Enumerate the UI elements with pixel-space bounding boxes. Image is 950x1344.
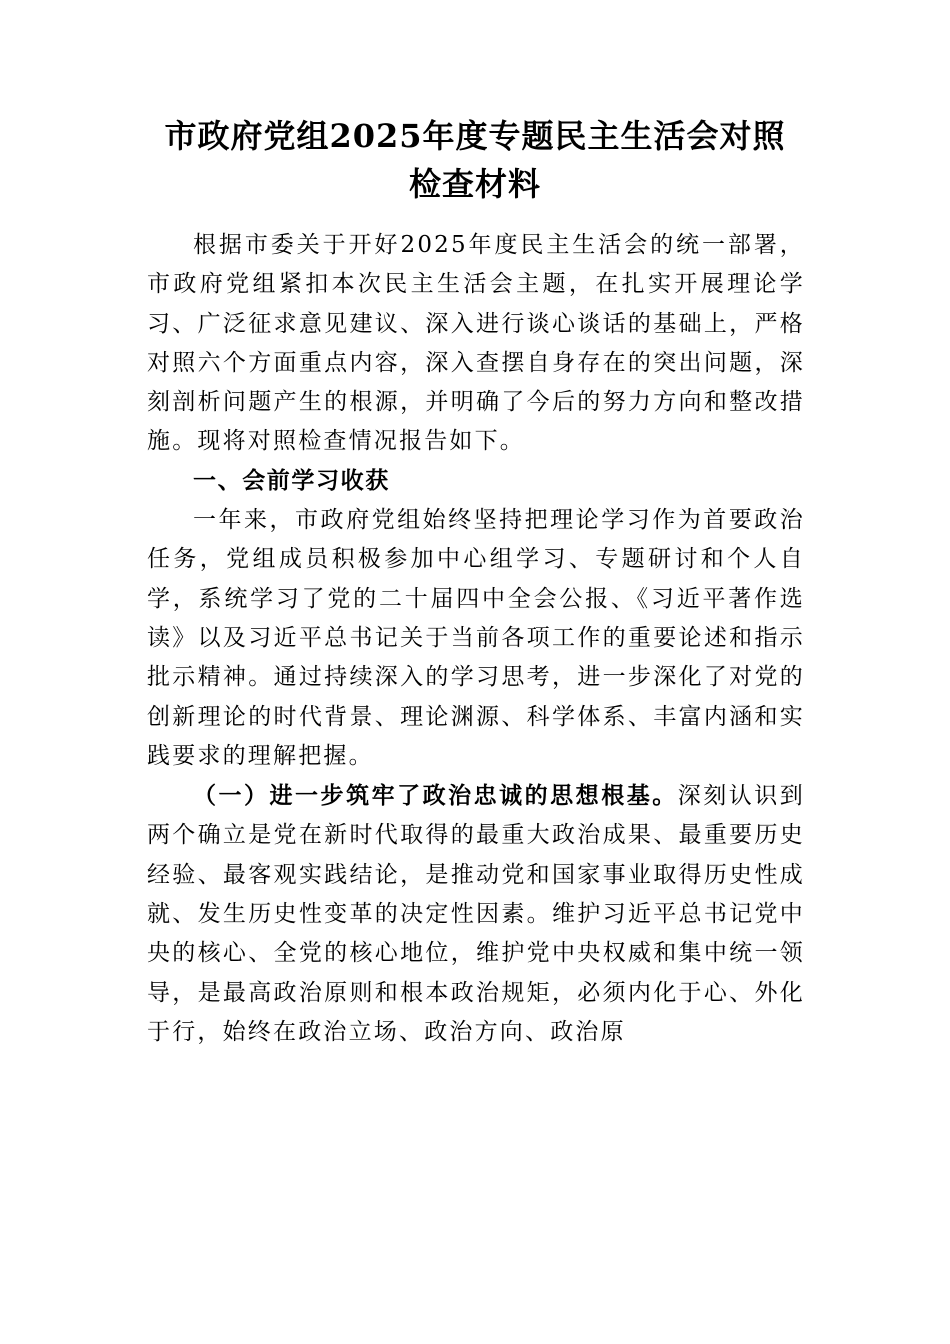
section-1-paragraph: 一年来，市政府党组始终坚持把理论学习作为首要政治任务，党组成员积极参加中心组学习、专题研讨和个人自学，系统学习了党的二十届四中全会公报、《习近平著作选读》以及习近平总书记关于当前各项工作的重要论述和指示批示精神。通过持续深入的学习思考，进一步深化了对党的创新理论的时代背景、理论渊源、科学体系、丰富内涵和实践要求的理解把握。 xyxy=(147,507,805,769)
subsection-1-text: 深刻认识到两个确立是党在新时代取得的最重大政治成果、最重要历史经验、最客观实践结论，是推动党和国家事业取得历史性成就、发生历史性变革的决定性因素。维护习近平总书记党中央的核心、全党的核心地位，维护党中央权威和集中统一领导，是最高政治原则和根本政治规矩，必须内化于心、外化于行，始终在政治立场、政治方向、政治原 xyxy=(147,783,805,1045)
section-heading-1: 一、会前学习收获 xyxy=(193,467,390,494)
document-title-line-2: 检查材料 xyxy=(408,165,541,203)
document-body xyxy=(147,226,805,1052)
document-title xyxy=(120,112,830,208)
intro-paragraph: 根据市委关于开好2025年度民主生活会的统一部署，市政府党组紧扣本次民主生活会主题，在扎实开展理论学习、广泛征求意见建议、深入进行谈心谈话的基础上，严格对照六个方面重点内容，深入查摆自身存在的突出问题，深刻剖析问题产生的根源，并明确了今后的努力方向和整改措施。现将对照检查情况报告如下。 xyxy=(147,232,805,455)
subsection-heading-1: （一）进一步筑牢了政治忠诚的思想根基。 xyxy=(193,782,678,810)
subsection-1-paragraph xyxy=(147,776,805,1052)
document-title-line-1: 市政府党组2025年度专题民主生活会对照 xyxy=(164,117,786,155)
